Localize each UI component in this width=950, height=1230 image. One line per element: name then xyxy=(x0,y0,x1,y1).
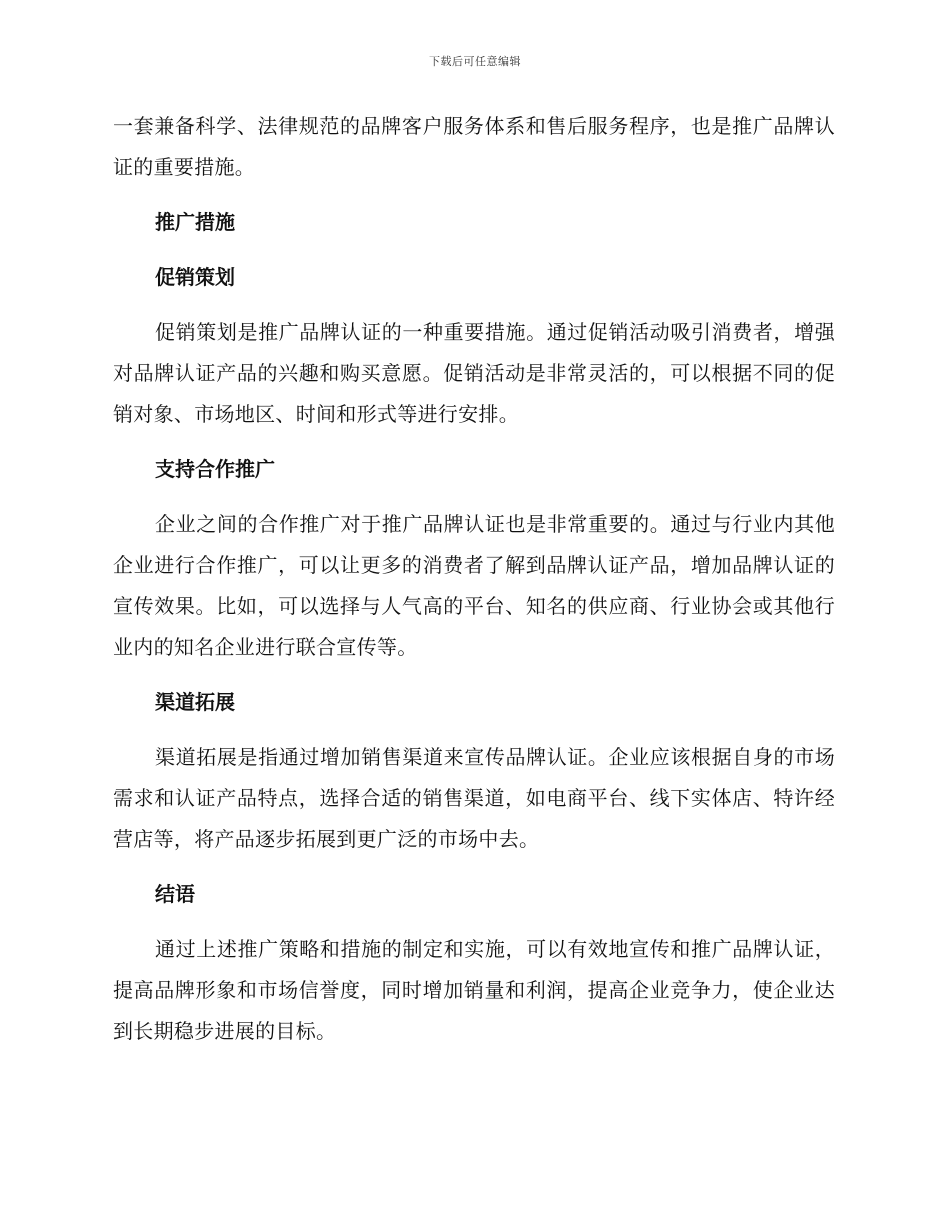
conclusion-heading: 结语 xyxy=(155,882,195,906)
subsection-body-channels: 渠道拓展是指通过增加销售渠道来宣传品牌认证。企业应该根据自身的市场需求和认证产品特点，选择合适的销售渠道，如电商平台、线下实体店、特许经营店等，将产品逐步拓展到更广泛的市场中去。 xyxy=(113,745,835,851)
subsection-body-promotion: 促销策划是推广品牌认证的一种重要措施。通过促销活动吸引消费者，增强对品牌认证产品的兴趣和购买意愿。促销活动是非常灵活的，可以根据不同的促销对象、市场地区、时间和形式等进行安排。 xyxy=(113,320,835,426)
section-heading: 推广措施 xyxy=(155,210,235,234)
intro-paragraph: 一套兼备科学、法律规范的品牌客户服务体系和售后服务程序，也是推广品牌认证的重要措施。 xyxy=(113,114,835,179)
subsection-heading-promotion: 促销策划 xyxy=(155,265,235,289)
subsection-heading-channels: 渠道拓展 xyxy=(155,690,235,714)
document-body xyxy=(113,106,835,1052)
subsection-body-cooperation: 企业之间的合作推广对于推广品牌认证也是非常重要的。通过与行业内其他企业进行合作推广，可以让更多的消费者了解到品牌认证产品，增加品牌认证的宣传效果。比如，可以选择与人气高的平台、知名的供应商、行业协会或其他行业内的知名企业进行联合宣传等。 xyxy=(113,512,835,659)
conclusion-body: 通过上述推广策略和措施的制定和实施，可以有效地宣传和推广品牌认证，提高品牌形象和市场信誉度，同时增加销量和利润，提高企业竞争力，使企业达到长期稳步进展的目标。 xyxy=(113,937,835,1043)
subsection-heading-cooperation: 支持合作推广 xyxy=(155,457,275,481)
header-note: 下载后可任意编辑 xyxy=(429,55,521,68)
